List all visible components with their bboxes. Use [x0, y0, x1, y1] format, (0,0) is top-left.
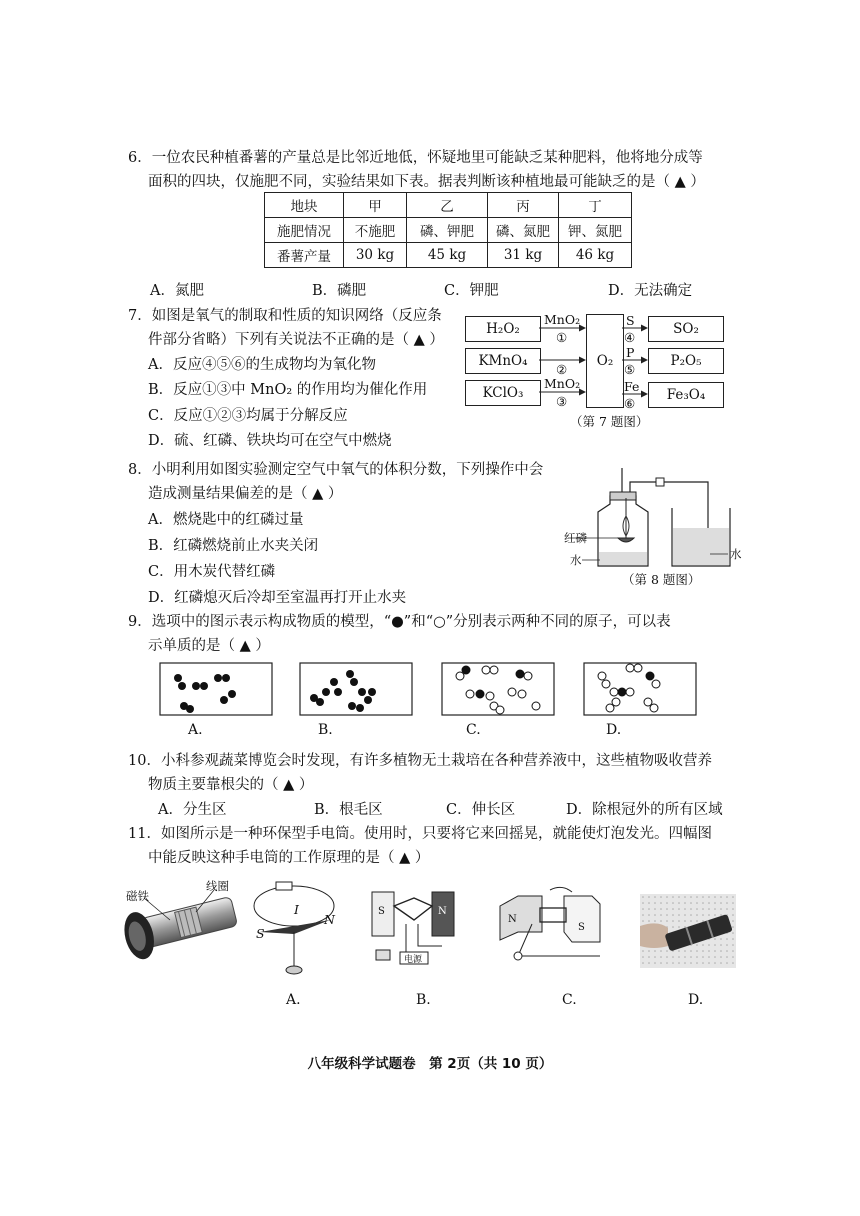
option-d-photo	[640, 894, 736, 968]
q9-option-d: D.	[606, 722, 622, 738]
q9-option-c: C.	[466, 722, 481, 738]
arrow5-label: P	[626, 345, 635, 360]
table-cell: 乙	[407, 193, 488, 218]
q11-option-d: D.	[688, 992, 704, 1008]
arrow4-num: ④	[624, 330, 636, 345]
q6-option-d: D．无法确定	[608, 283, 693, 299]
q7-caption: （第 7 题图）	[570, 414, 649, 429]
q7-option-a: A．反应④⑤⑥的生成物均为氧化物	[148, 357, 376, 373]
q7-option-c: C．反应①②③均属于分解反应	[148, 408, 348, 424]
q11-line1: 11．如图所示是一种环保型手电筒。使用时，只要将它来回摇晃，就能使灯泡发光。四幅图	[128, 826, 712, 842]
gen-n-label: N	[508, 914, 517, 925]
arrow6-label: Fe	[624, 379, 640, 394]
table-cell: 丁	[559, 193, 632, 218]
q8-option-b: B．红磷燃烧前止水夹关闭	[148, 538, 319, 554]
water-left-label: 水	[570, 553, 582, 567]
magnet-label: 磁铁	[126, 889, 149, 903]
q8-option-a: A．燃烧匙中的红磷过量	[148, 512, 304, 528]
table-cell: 甲	[344, 193, 407, 218]
page-footer: 八年级科学试题卷 第 2页（共 10 页）	[307, 1056, 553, 1072]
q7-option-d: D．硫、红磷、铁块均可在空气中燃烧	[148, 433, 392, 449]
q6-option-a: A．氮肥	[150, 283, 204, 299]
table-cell: 施肥情况	[265, 218, 344, 243]
q9-option-b: B.	[318, 722, 333, 738]
q11-option-a: A.	[286, 992, 301, 1008]
motor-s-label: S	[378, 906, 385, 917]
q10-option-b: B．根毛区	[314, 802, 383, 818]
q6-option-c: C．钾肥	[444, 283, 499, 299]
water-right-label: 水	[730, 547, 742, 561]
p2o5-box: P₂O₅	[648, 348, 724, 374]
table-cell: 31 kg	[488, 243, 559, 268]
battery-label: 电源	[404, 955, 423, 965]
table-cell: 45 kg	[407, 243, 488, 268]
q8-option-c: C．用木炭代替红磷	[148, 564, 276, 580]
q9-line2: 示单质的是（ ▲ ）	[148, 638, 270, 654]
table-cell: 30 kg	[344, 243, 407, 268]
arrow3-num: ③	[556, 394, 568, 409]
h2o2-box: H₂O₂	[465, 316, 541, 342]
q10-option-d: D．除根冠外的所有区域	[566, 802, 723, 818]
q6-option-b: B．磷肥	[312, 283, 367, 299]
arrow1-label: MnO₂	[544, 312, 581, 327]
arrow3-label: MnO₂	[544, 376, 581, 391]
motor-n-label: N	[438, 906, 447, 917]
q8-option-d: D．红磷熄灭后冷却至室温再打开止水夹	[148, 590, 407, 606]
q11-option-c: C.	[562, 992, 577, 1008]
table-cell: 地块	[265, 193, 344, 218]
arrow1-num: ①	[556, 330, 568, 345]
current-label: I	[294, 902, 299, 917]
q10-line2: 物质主要靠根尖的（ ▲ ）	[148, 777, 314, 793]
kclo3-box: KClO₃	[465, 380, 541, 406]
table-cell: 不施肥	[344, 218, 407, 243]
o2-box: O₂	[586, 314, 624, 408]
table-cell: 丙	[488, 193, 559, 218]
gen-s-label: S	[578, 922, 585, 933]
q11-option-b: B.	[416, 992, 431, 1008]
q8-line2: 造成测量结果偏差的是（ ▲ ）	[148, 486, 343, 502]
red-p-label: 红磷	[564, 531, 587, 545]
arrow2-num: ②	[556, 362, 568, 377]
q11-line2: 中能反映这种手电筒的工作原理的是（ ▲ ）	[148, 850, 430, 866]
so2-box: SO₂	[648, 316, 724, 342]
q10-option-a: A．分生区	[158, 802, 227, 818]
arrow4-label: S	[626, 313, 635, 328]
coil-label: 线圈	[206, 879, 229, 893]
kmno4-box: KMnO₄	[465, 348, 541, 374]
q9-line1: 9．选项中的图示表示构成物质的模型，“●”和“○”分别表示两种不同的原子，可以表	[128, 614, 671, 630]
fe3o4-box: Fe₃O₄	[648, 382, 724, 408]
q9-option-a: A.	[188, 722, 203, 738]
q10-option-c: C．伸长区	[446, 802, 516, 818]
q10-line1: 10．小科参观蔬菜博览会时发现，有许多植物无土栽培在各种营养液中，这些植物吸收营养	[128, 753, 712, 769]
compass-n-label: N	[324, 912, 335, 927]
table-cell: 番薯产量	[265, 243, 344, 268]
q8-caption: （第 8 题图）	[622, 572, 701, 587]
q7-line1: 7．如图是氧气的制取和性质的知识网络（反应条	[128, 308, 442, 324]
q7-line2: 件部分省略）下列有关说法不正确的是（ ▲ ）	[148, 332, 444, 348]
q8-line1: 8．小明利用如图实验测定空气中氧气的体积分数，下列操作中会	[128, 462, 544, 478]
q6-line1: 6．一位农民种植番薯的产量总是比邻近地低，怀疑地里可能缺乏某种肥料，他将地分成等	[128, 150, 703, 166]
table-cell: 磷、氮肥	[488, 218, 559, 243]
table-cell: 磷、钾肥	[407, 218, 488, 243]
q7-option-b: B．反应①③中 MnO₂ 的作用均为催化作用	[148, 382, 428, 398]
table-cell: 46 kg	[559, 243, 632, 268]
arrow6-num: ⑥	[624, 396, 636, 411]
arrow5-num: ⑤	[624, 362, 636, 377]
option-c-diagram	[496, 884, 606, 970]
q6-line2: 面积的四块，仅施肥不同，实验结果如下表。据表判断该种植地最可能缺乏的是（ ▲ ）	[148, 174, 705, 190]
compass-s-label: S	[256, 926, 265, 941]
table-cell: 钾、氮肥	[559, 218, 632, 243]
